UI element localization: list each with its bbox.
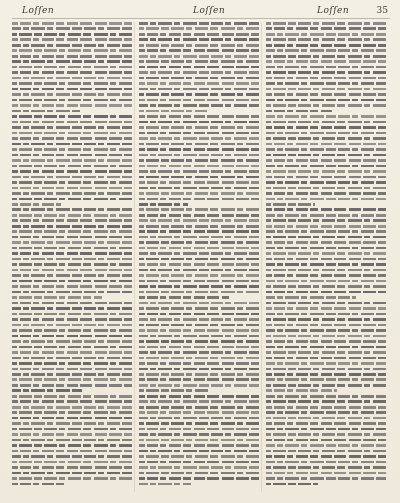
text-line bbox=[139, 461, 259, 464]
text-line bbox=[12, 324, 132, 327]
text-line bbox=[139, 176, 259, 179]
text-line bbox=[12, 472, 132, 475]
text-line bbox=[12, 66, 132, 69]
text-line bbox=[139, 93, 259, 96]
text-line bbox=[266, 159, 390, 162]
text-line bbox=[266, 203, 315, 206]
text-line bbox=[139, 269, 259, 272]
text-line bbox=[266, 433, 390, 436]
text-line bbox=[12, 389, 83, 392]
text-line bbox=[266, 252, 390, 255]
text-line bbox=[12, 285, 132, 288]
text-line bbox=[12, 307, 132, 310]
text-line bbox=[266, 66, 390, 69]
text-line bbox=[12, 104, 132, 107]
text-line bbox=[266, 187, 390, 190]
text-line bbox=[12, 208, 132, 211]
text-line bbox=[12, 313, 132, 316]
text-line bbox=[12, 461, 132, 464]
text-line bbox=[139, 274, 259, 277]
text-line bbox=[12, 82, 132, 85]
text-line bbox=[266, 439, 390, 442]
text-line bbox=[139, 126, 259, 129]
text-line bbox=[12, 93, 132, 96]
text-line bbox=[139, 444, 259, 447]
text-line bbox=[266, 148, 390, 151]
text-line bbox=[12, 99, 132, 102]
text-line bbox=[139, 307, 259, 310]
text-line bbox=[266, 400, 390, 403]
text-line bbox=[266, 121, 390, 124]
text-line bbox=[139, 368, 259, 371]
text-line bbox=[12, 291, 132, 294]
text-line bbox=[139, 49, 259, 52]
text-line bbox=[139, 181, 259, 184]
text-line bbox=[266, 71, 390, 74]
text-line bbox=[12, 22, 132, 25]
text-line bbox=[139, 422, 259, 425]
header-rule bbox=[12, 18, 390, 19]
text-line bbox=[12, 165, 132, 168]
text-line bbox=[266, 302, 390, 305]
text-line bbox=[139, 110, 207, 113]
text-line bbox=[139, 362, 259, 365]
text-line bbox=[139, 203, 188, 206]
text-line bbox=[12, 143, 132, 146]
text-line bbox=[139, 44, 259, 47]
text-line bbox=[266, 181, 390, 184]
text-line bbox=[266, 214, 390, 217]
text-line bbox=[12, 477, 132, 480]
text-line bbox=[139, 192, 259, 195]
text-line bbox=[139, 33, 259, 36]
text-line bbox=[266, 241, 390, 244]
text-line bbox=[266, 466, 390, 469]
text-line bbox=[266, 192, 390, 195]
text-line bbox=[12, 148, 132, 151]
text-line bbox=[266, 198, 390, 201]
text-line bbox=[266, 455, 390, 458]
text-line bbox=[12, 55, 132, 58]
text-line bbox=[266, 230, 390, 233]
text-line bbox=[139, 165, 259, 168]
text-line bbox=[139, 351, 259, 354]
text-line bbox=[12, 77, 132, 80]
text-line bbox=[139, 313, 259, 316]
text-line bbox=[139, 455, 259, 458]
text-line bbox=[266, 126, 390, 129]
text-line bbox=[266, 340, 390, 343]
text-line bbox=[12, 351, 132, 354]
text-line bbox=[12, 455, 132, 458]
text-line bbox=[12, 373, 132, 376]
text-line bbox=[266, 88, 390, 91]
text-line bbox=[266, 313, 390, 316]
text-line bbox=[12, 483, 64, 486]
text-line bbox=[266, 280, 390, 283]
text-line bbox=[12, 214, 132, 217]
text-line bbox=[12, 384, 132, 387]
text-line bbox=[139, 55, 259, 58]
text-line bbox=[266, 411, 390, 414]
text-line bbox=[139, 77, 259, 80]
text-line bbox=[139, 187, 259, 190]
text-line bbox=[12, 38, 132, 41]
text-line bbox=[266, 110, 334, 113]
text-line bbox=[266, 422, 390, 425]
text-line bbox=[139, 395, 259, 398]
text-line bbox=[139, 236, 259, 239]
text-line bbox=[139, 214, 259, 217]
text-line bbox=[139, 302, 259, 305]
text-line bbox=[266, 38, 390, 41]
text-line bbox=[266, 477, 390, 480]
text-line bbox=[139, 406, 259, 409]
text-line bbox=[266, 143, 390, 146]
text-line bbox=[139, 208, 259, 211]
page-number: 35 bbox=[376, 6, 388, 16]
text-line bbox=[12, 33, 132, 36]
text-line bbox=[12, 110, 80, 113]
text-line bbox=[12, 411, 132, 414]
text-line bbox=[266, 378, 390, 381]
text-line bbox=[266, 170, 390, 173]
text-line bbox=[266, 285, 390, 288]
column-divider bbox=[261, 22, 262, 492]
text-line bbox=[12, 362, 132, 365]
text-line bbox=[266, 269, 390, 272]
text-line bbox=[12, 230, 132, 233]
text-line bbox=[12, 241, 132, 244]
text-line bbox=[12, 340, 132, 343]
text-line bbox=[12, 88, 132, 91]
text-line bbox=[139, 148, 259, 151]
text-line bbox=[12, 132, 132, 135]
text-line bbox=[266, 324, 390, 327]
text-line bbox=[139, 22, 259, 25]
text-line bbox=[139, 88, 259, 91]
text-line bbox=[266, 165, 390, 168]
text-line bbox=[12, 368, 132, 371]
text-line bbox=[139, 400, 259, 403]
text-line bbox=[139, 241, 259, 244]
text-line bbox=[139, 252, 259, 255]
text-line bbox=[266, 461, 390, 464]
text-line bbox=[266, 137, 390, 140]
text-line bbox=[12, 44, 132, 47]
text-line bbox=[12, 71, 132, 74]
text-line bbox=[266, 99, 390, 102]
text-line bbox=[139, 170, 259, 173]
text-line bbox=[12, 433, 132, 436]
text-line bbox=[266, 104, 390, 107]
text-line bbox=[139, 285, 259, 288]
text-line bbox=[266, 115, 390, 118]
text-line bbox=[12, 236, 132, 239]
text-line bbox=[139, 384, 259, 387]
text-line bbox=[266, 247, 390, 250]
text-line bbox=[266, 291, 390, 294]
text-line bbox=[12, 126, 132, 129]
text-line bbox=[12, 49, 132, 52]
text-line bbox=[12, 406, 132, 409]
text-line bbox=[266, 335, 390, 338]
text-line bbox=[266, 208, 390, 211]
text-line bbox=[266, 368, 390, 371]
text-line bbox=[139, 121, 259, 124]
column-divider bbox=[134, 22, 135, 492]
text-line bbox=[266, 44, 390, 47]
text-line bbox=[139, 346, 259, 349]
text-line bbox=[266, 357, 390, 360]
text-line bbox=[12, 247, 132, 250]
text-line bbox=[12, 121, 132, 124]
text-column-2 bbox=[139, 22, 259, 492]
text-line bbox=[12, 115, 132, 118]
text-line bbox=[139, 38, 259, 41]
text-line bbox=[266, 236, 390, 239]
text-line bbox=[139, 373, 259, 376]
text-line bbox=[266, 417, 390, 420]
text-line bbox=[139, 335, 259, 338]
text-line bbox=[266, 93, 390, 96]
text-line bbox=[139, 291, 259, 294]
text-line bbox=[266, 318, 390, 321]
text-line bbox=[139, 219, 259, 222]
text-line bbox=[266, 395, 390, 398]
text-line bbox=[266, 406, 390, 409]
text-line bbox=[266, 263, 390, 266]
text-line bbox=[139, 27, 259, 30]
text-line bbox=[266, 176, 390, 179]
text-line bbox=[139, 483, 191, 486]
text-line bbox=[12, 60, 132, 63]
text-line bbox=[139, 477, 259, 480]
text-line bbox=[139, 439, 259, 442]
text-line bbox=[12, 225, 132, 228]
text-line bbox=[12, 400, 132, 403]
text-line bbox=[12, 422, 132, 425]
text-line bbox=[12, 252, 132, 255]
text-line bbox=[139, 411, 259, 414]
text-line bbox=[266, 346, 390, 349]
text-line bbox=[139, 137, 259, 140]
text-line bbox=[266, 351, 390, 354]
text-column-1 bbox=[12, 22, 132, 492]
text-line bbox=[266, 274, 390, 277]
text-line bbox=[12, 176, 132, 179]
text-line bbox=[12, 450, 132, 453]
text-line bbox=[139, 329, 259, 332]
text-line bbox=[139, 143, 259, 146]
text-line bbox=[266, 154, 390, 157]
text-line bbox=[12, 258, 132, 261]
text-line bbox=[12, 346, 132, 349]
text-line bbox=[139, 115, 259, 118]
text-line bbox=[266, 296, 356, 299]
text-line bbox=[139, 280, 259, 283]
text-line bbox=[12, 181, 132, 184]
text-line bbox=[12, 27, 132, 30]
text-line bbox=[266, 483, 318, 486]
text-line bbox=[12, 280, 132, 283]
text-line bbox=[12, 329, 132, 332]
text-line bbox=[139, 154, 259, 157]
text-line bbox=[12, 428, 132, 431]
text-line bbox=[266, 132, 390, 135]
text-line bbox=[266, 384, 390, 387]
text-line bbox=[139, 389, 210, 392]
text-line bbox=[266, 450, 390, 453]
text-line bbox=[139, 230, 259, 233]
text-line bbox=[139, 340, 259, 343]
text-line bbox=[12, 203, 61, 206]
running-head-center: Loſſen bbox=[193, 6, 226, 16]
text-line bbox=[12, 318, 132, 321]
text-line bbox=[266, 373, 390, 376]
text-line bbox=[266, 362, 390, 365]
text-line bbox=[12, 154, 132, 157]
text-line bbox=[266, 428, 390, 431]
text-line bbox=[139, 71, 259, 74]
text-column-3 bbox=[266, 22, 390, 492]
text-line bbox=[139, 198, 259, 201]
text-line bbox=[12, 302, 132, 305]
text-line bbox=[12, 269, 132, 272]
running-head-right: Loſſen bbox=[317, 6, 350, 16]
text-line bbox=[12, 187, 132, 190]
text-line bbox=[266, 60, 390, 63]
text-line bbox=[139, 159, 259, 162]
text-line bbox=[139, 417, 259, 420]
text-line bbox=[266, 225, 390, 228]
text-line bbox=[266, 49, 390, 52]
text-line bbox=[139, 247, 259, 250]
text-line bbox=[266, 444, 390, 447]
text-line bbox=[266, 22, 390, 25]
text-line bbox=[139, 324, 259, 327]
text-line bbox=[12, 296, 102, 299]
text-line bbox=[139, 99, 259, 102]
text-line bbox=[139, 433, 259, 436]
text-line bbox=[139, 66, 259, 69]
text-line bbox=[139, 104, 259, 107]
text-line bbox=[266, 472, 390, 475]
text-line bbox=[266, 55, 390, 58]
text-line bbox=[139, 357, 259, 360]
text-line bbox=[12, 378, 132, 381]
text-line bbox=[12, 335, 132, 338]
text-line bbox=[12, 192, 132, 195]
text-line bbox=[266, 82, 390, 85]
text-line bbox=[12, 170, 132, 173]
text-line bbox=[139, 263, 259, 266]
text-line bbox=[139, 296, 229, 299]
text-line bbox=[139, 82, 259, 85]
text-line bbox=[266, 77, 390, 80]
text-line bbox=[12, 137, 132, 140]
text-line bbox=[139, 132, 259, 135]
text-line bbox=[139, 318, 259, 321]
text-line bbox=[139, 450, 259, 453]
text-line bbox=[12, 219, 132, 222]
text-line bbox=[12, 159, 132, 162]
text-line bbox=[266, 33, 390, 36]
text-line bbox=[12, 417, 132, 420]
text-line bbox=[139, 60, 259, 63]
text-line bbox=[12, 444, 132, 447]
text-line bbox=[12, 466, 132, 469]
text-line bbox=[139, 378, 259, 381]
text-line bbox=[12, 395, 132, 398]
text-line bbox=[12, 263, 132, 266]
text-line bbox=[266, 307, 390, 310]
text-line bbox=[139, 472, 259, 475]
text-line bbox=[266, 329, 390, 332]
text-line bbox=[266, 219, 390, 222]
text-line bbox=[12, 357, 132, 360]
text-line bbox=[12, 439, 132, 442]
running-head-left: Loſſen bbox=[22, 6, 55, 16]
text-line bbox=[266, 389, 337, 392]
text-line bbox=[266, 27, 390, 30]
text-line bbox=[12, 274, 132, 277]
text-line bbox=[139, 225, 259, 228]
text-line bbox=[139, 258, 259, 261]
text-line bbox=[139, 466, 259, 469]
text-line bbox=[139, 428, 259, 431]
running-header bbox=[0, 6, 400, 18]
text-line bbox=[266, 258, 390, 261]
text-line bbox=[12, 198, 132, 201]
